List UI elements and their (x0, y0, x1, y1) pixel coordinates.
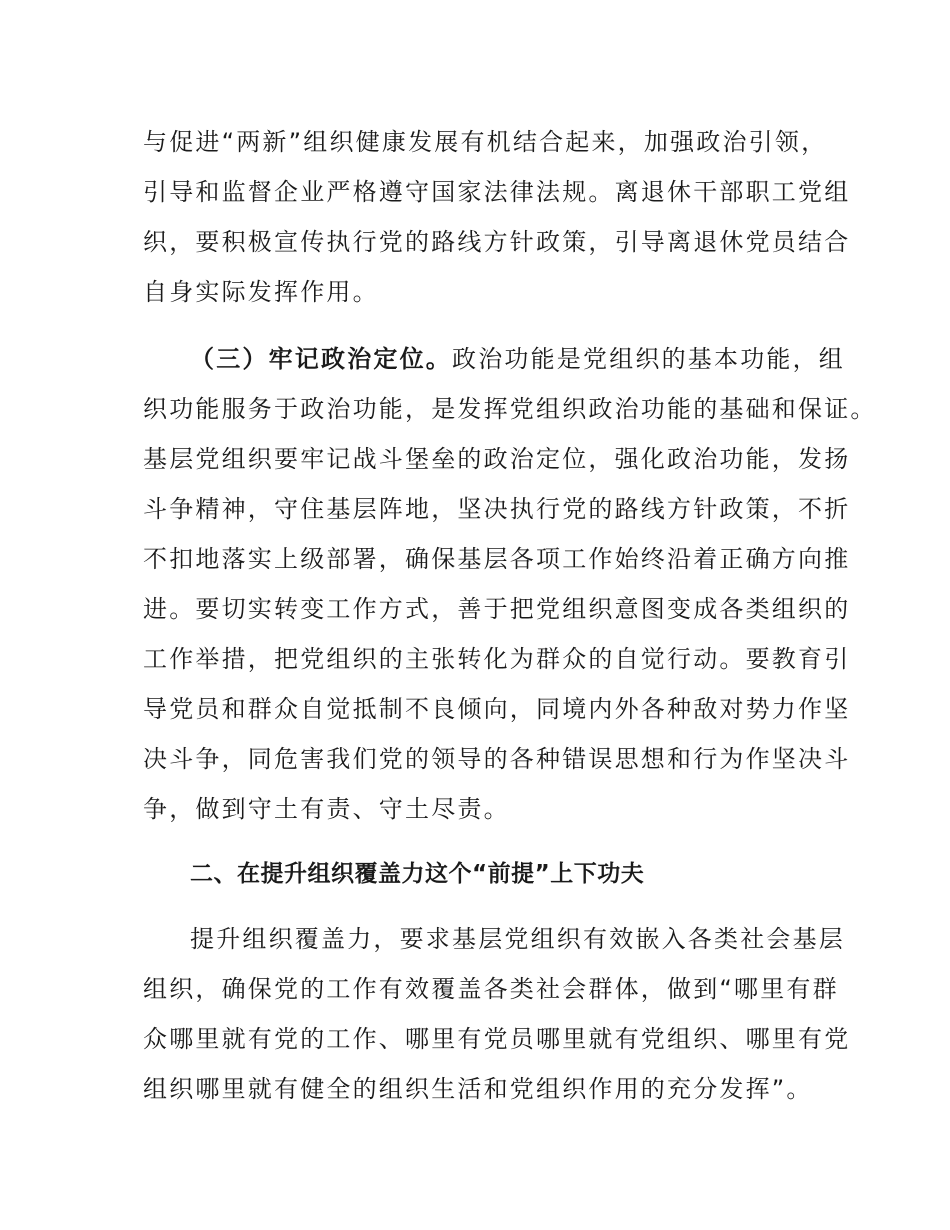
text-line: 组织哪里就有健全的组织生活和党组织作用的充分发挥”。 (143, 1075, 813, 1103)
text-line: 织功能服务于政治功能，是发挥党组织政治功能的基础和保证。 (143, 395, 877, 423)
text-line: 不扣地落实上级部署，确保基层各项工作始终沿着正确方向推 (143, 545, 851, 573)
text-line: 组织，确保党的工作有效覆盖各类社会群体，做到“哪里有群 (143, 975, 839, 1003)
subsection-title: （三）牢记政治定位。 (190, 345, 452, 373)
text-line: 工作举措，把党组织的主张转化为群众的自觉行动。要教育引 (143, 645, 851, 673)
text-line: 争，做到守土有责、守土尽责。 (143, 795, 510, 823)
text-line: 决斗争，同危害我们党的领导的各种错误思想和行为作坚决斗 (143, 745, 851, 773)
paragraph-2-first-line (190, 342, 845, 376)
text-line: 斗争精神，守住基层阵地，坚决执行党的路线方针政策，不折 (143, 495, 851, 523)
text-line: 众哪里就有党的工作、哪里有党员哪里就有党组织、哪里有党 (143, 1025, 851, 1053)
section-heading: 二、在提升组织覆盖力这个“前提”上下功夫 (190, 861, 645, 887)
text-line: 基层党组织要牢记战斗堡垒的政治定位，强化政治功能，发扬 (143, 445, 851, 473)
text-line: 进。要切实转变工作方式，善于把党组织意图变成各类组织的 (143, 595, 851, 623)
text-line: 织，要积极宣传执行党的路线方针政策，引导离退休党员结合 (143, 228, 851, 256)
text-line: 自身实际发挥作用。 (143, 278, 379, 306)
text-run: 政治功能是党组织的基本功能，组 (452, 345, 845, 373)
text-line: 引导和监督企业严格遵守国家法律法规。离退休干部职工党组 (143, 178, 851, 206)
paragraph-3-first-line: 提升组织覆盖力，要求基层党组织有效嵌入各类社会基层 (190, 925, 845, 953)
text-line: 与促进“两新”组织健康发展有机结合起来，加强政治引领， (143, 128, 828, 156)
text-line: 导党员和群众自觉抵制不良倾向，同境内外各种敌对势力作坚 (143, 695, 851, 723)
